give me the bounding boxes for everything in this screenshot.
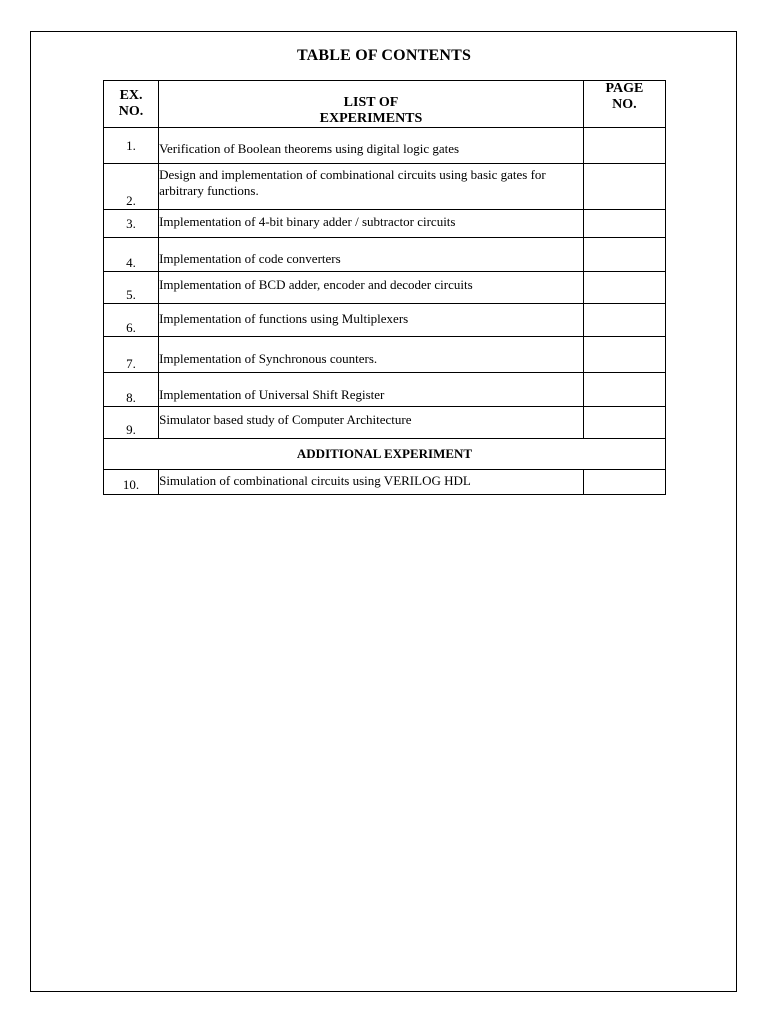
row-experiment: Simulator based study of Computer Architecture (159, 407, 584, 439)
row-number: 4. (104, 238, 159, 272)
row-page (583, 164, 665, 210)
table-row (104, 238, 666, 272)
table-row (104, 272, 666, 304)
table-row (104, 210, 666, 238)
row-page (583, 272, 665, 304)
header-page-line1: PAGE (605, 81, 644, 96)
header-row (104, 81, 666, 128)
header-ex-no (104, 81, 159, 128)
row-number: 10. (104, 470, 159, 495)
table-row (104, 128, 666, 164)
row-experiment: Implementation of Synchronous counters. (159, 337, 584, 373)
row-number: 2. (104, 164, 159, 210)
header-ex-no-line1: EX. (119, 88, 143, 103)
table-row (104, 337, 666, 373)
row-experiment: Implementation of 4-bit binary adder / subtractor circuits (159, 210, 584, 238)
header-page-line2: NO. (612, 97, 637, 112)
additional-experiment-heading: ADDITIONAL EXPERIMENT (104, 439, 666, 470)
row-page (583, 128, 665, 164)
row-number: 3. (104, 210, 159, 238)
row-number: 1. (104, 128, 159, 164)
row-experiment: Simulation of combinational circuits using VERILOG HDL (159, 470, 584, 495)
table-row (104, 304, 666, 337)
row-page (583, 470, 665, 495)
section-row (104, 439, 666, 470)
row-page (583, 407, 665, 439)
header-list-line1: LIST OF (343, 95, 399, 110)
row-page (583, 210, 665, 238)
row-number: 8. (104, 373, 159, 407)
table-row (104, 470, 666, 495)
row-number: 5. (104, 272, 159, 304)
row-number: 6. (104, 304, 159, 337)
row-experiment: Implementation of Universal Shift Register (159, 373, 584, 407)
row-experiment: Implementation of functions using Multiplexers (159, 304, 584, 337)
row-page (583, 238, 665, 272)
header-list-line2: EXPERIMENTS (319, 111, 423, 126)
table-row (104, 407, 666, 439)
row-number: 7. (104, 337, 159, 373)
header-page-no (583, 81, 665, 128)
row-experiment: Implementation of code converters (159, 238, 584, 272)
row-page (583, 304, 665, 337)
header-list-of-experiments (159, 81, 584, 128)
row-experiment: Design and implementation of combinational circuits using basic gates for arbitrary functions. (159, 164, 584, 210)
row-page (583, 337, 665, 373)
table-row (104, 164, 666, 210)
page-title: TABLE OF CONTENTS (296, 47, 472, 64)
row-page (583, 373, 665, 407)
row-experiment: Implementation of BCD adder, encoder and decoder circuits (159, 272, 584, 304)
row-number: 9. (104, 407, 159, 439)
contents-table (103, 80, 666, 495)
header-ex-no-line2: NO. (118, 104, 144, 119)
row-experiment: Verification of Boolean theorems using digital logic gates (159, 128, 584, 164)
table-row (104, 373, 666, 407)
